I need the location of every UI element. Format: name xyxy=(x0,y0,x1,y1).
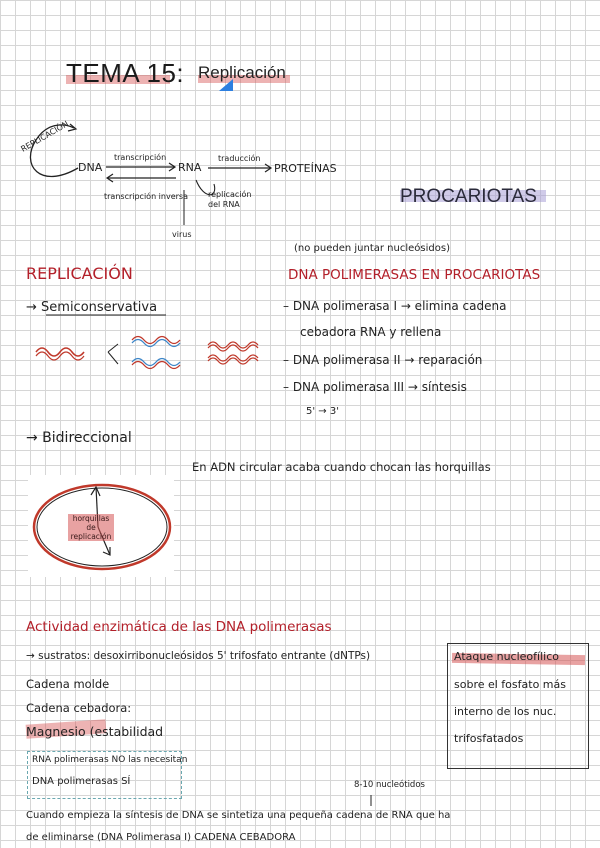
pol3-line: – DNA polimerasa III → síntesis xyxy=(283,380,467,394)
pol2-line: – DNA polimerasa II → reparación xyxy=(283,353,483,367)
proteinas-node: PROTEÍNAS xyxy=(274,162,337,175)
transcripcion-inversa-label: transcripción inversa xyxy=(104,192,188,201)
dna-polimerasas-note: DNA polimerasas SÍ xyxy=(32,776,131,787)
magnesio-line: Magnesio (estabilidad xyxy=(26,724,164,739)
sustratos-line: → sustratos: desoxirribonucleósidos 5' trifosfato entrante (dNTPs) xyxy=(26,650,371,662)
replicacion-rna-label: replicación del RNA xyxy=(208,190,252,209)
ataque-line3: trifosfatados xyxy=(454,732,524,745)
page-subtitle: Replicación xyxy=(198,63,286,82)
cadena-molde-line: Cadena molde xyxy=(26,677,110,691)
rna-polimerasas-note: RNA polimerasas NO las necesitan xyxy=(32,755,188,765)
replicacion-heading: REPLICACIÓN xyxy=(26,264,133,283)
nucleosidos-note: (no pueden juntar nucleósidos) xyxy=(294,243,450,254)
traduccion-label: traducción xyxy=(218,154,261,163)
section-procariotas: PROCARIOTAS xyxy=(400,186,537,207)
dna-node: DNA xyxy=(78,161,103,174)
semiconservativa-item: → Semiconservativa xyxy=(26,300,158,315)
cebadora-explanation-line1: Cuando empieza la síntesis de DNA se sintetiza una pequeña cadena de RNA que ha xyxy=(26,810,451,821)
transcripcion-label: transcripción xyxy=(114,153,167,162)
rna-node: RNA xyxy=(178,161,202,174)
ataque-title: Ataque nucleofílico xyxy=(454,650,559,663)
actividad-heading: Actividad enzimática de las DNA polimerasas xyxy=(26,619,332,635)
ataque-line2: interno de los nuc. xyxy=(454,705,557,718)
cebadora-explanation-line2: de eliminarse (DNA Polimerasa I) CADENA CEBADORA xyxy=(26,832,296,843)
ataque-line1: sobre el fosfato más xyxy=(454,678,566,691)
bidireccional-item: → Bidireccional xyxy=(26,430,132,446)
polimerasas-heading: DNA POLIMERASAS EN PROCARIOTAS xyxy=(288,267,541,283)
nucleotidos-note: 8-10 nucleótidos xyxy=(354,780,425,790)
direction-note: 5' → 3' xyxy=(306,406,339,417)
pol1-line1: – DNA polimerasa I → elimina cadena xyxy=(283,299,507,313)
circular-dna-note: En ADN circular acaba cuando chocan las horquillas xyxy=(192,460,491,474)
cadena-cebadora-line: Cadena cebadora: xyxy=(26,701,132,715)
pol1-line2: cebadora RNA y rellena xyxy=(300,325,442,339)
horquillas-label: horquillas de replicación xyxy=(68,514,114,541)
replicacion-loop-label: REPLICACIÓN xyxy=(19,119,71,154)
page-title: TEMA 15: xyxy=(66,58,185,88)
virus-label: virus xyxy=(172,230,192,239)
